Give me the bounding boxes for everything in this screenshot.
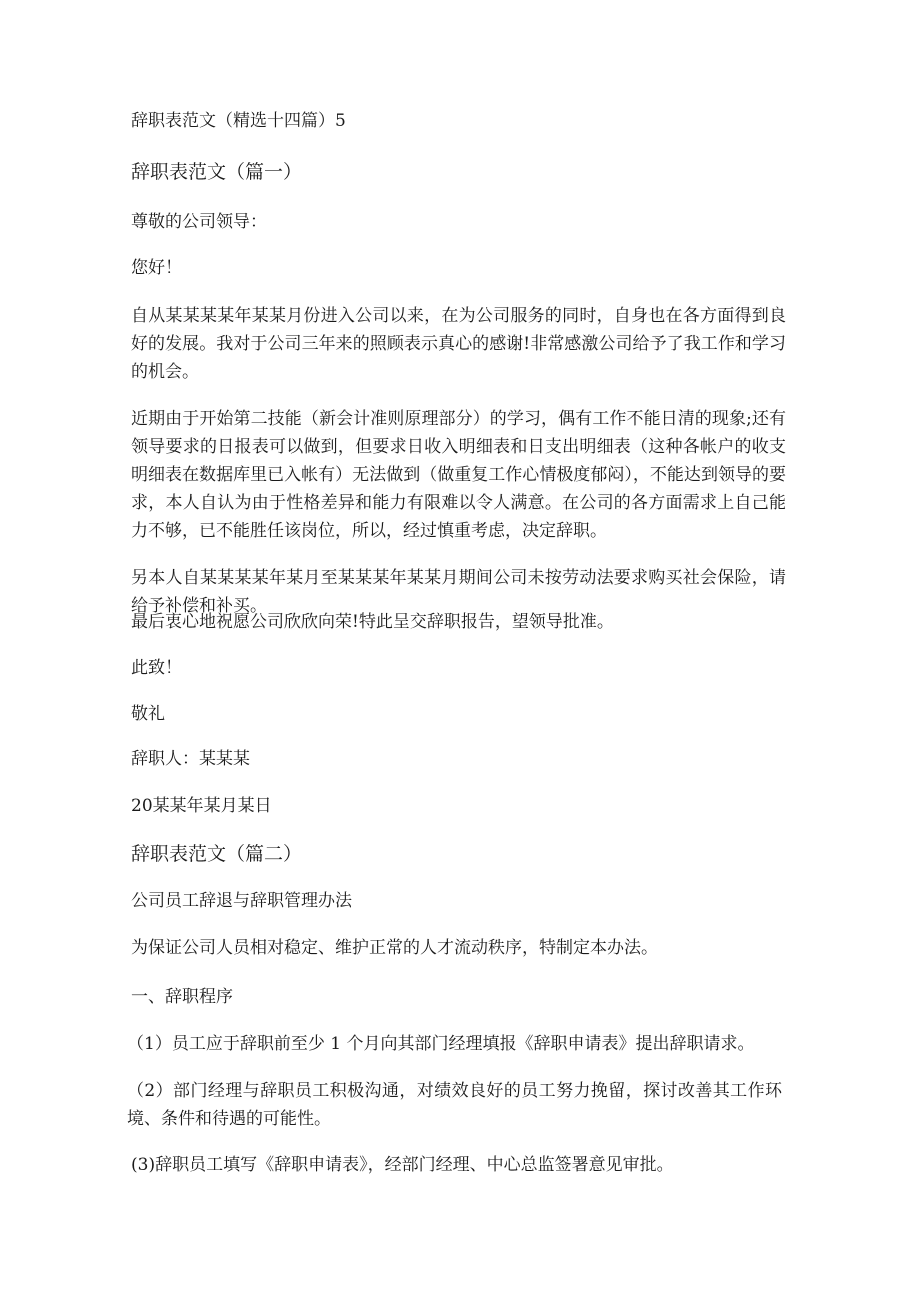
greeting: 您好！ [131, 258, 182, 278]
date-line: 20某某年某月某日 [131, 796, 272, 816]
list-item-3: (3)辞职员工填写《辞职申请表》，经部门经理、中心总监签署意见审批。 [131, 1155, 674, 1175]
item-heading: 一、辞职程序 [131, 987, 233, 1007]
section2-heading: 辞职表范文（篇二） [131, 843, 303, 865]
salutation: 尊敬的公司领导： [131, 212, 267, 232]
section1-heading: 辞职表范文（篇一） [131, 161, 303, 183]
section2-intro: 为保证公司人员相对稳定、维护正常的人才流动秩序，特制定本办法。 [131, 938, 658, 958]
section2-subtitle: 公司员工辞退与辞职管理办法 [131, 891, 352, 911]
closing-line-1: 此致！ [131, 658, 182, 678]
list-item-1: （1）员工应于辞职前至少 1 个月向其部门经理填报《辞职申请表》提出辞职请求。 [127, 1034, 755, 1054]
paragraph-2: 近期由于开始第二技能（新会计准则原理部分）的学习，偶有工作不能日清的现象;还有领导要求的日报表可以做到，但要求日收入明细表和日支出明细表（这种各帐户的收支明细表在数据库里已入帐有）无法做到（做重复工作心情极度郁闷），不能达到领导的要求，本人自认为由于性格差异和能力有限难以令人满意。在公司的各方面需求上自己能力不够，已不能胜任该岗位，所以，经过慎重考虑，决定辞职。 [131, 409, 786, 541]
paragraph-1: 自从某某某某年某某月份进入公司以来，在为公司服务的同时，自身也在各方面得到良好的发展。我对于公司三年来的照顾表示真心的感谢!非常感激公司给予了我工作和学习的机会。 [131, 306, 786, 382]
paragraph-4: 最后衷心地祝愿公司欣欣向荣!特此呈交辞职报告，望领导批准。 [131, 612, 614, 632]
list-item-2: （2）部门经理与辞职员工积极沟通，对绩效良好的员工努力挽留，探讨改善其工作环境、条件和待遇的可能性。 [127, 1081, 782, 1129]
signature-line: 辞职人：某某某 [131, 749, 250, 769]
closing-line-2: 敬礼 [131, 704, 165, 724]
paragraph-3: 另本人自某某某某年某月至某某某年某某月期间公司未按劳动法要求购买社会保险，请给予补偿和补买。 [131, 568, 786, 616]
document-title: 辞职表范文（精选十四篇）5 [131, 111, 346, 131]
